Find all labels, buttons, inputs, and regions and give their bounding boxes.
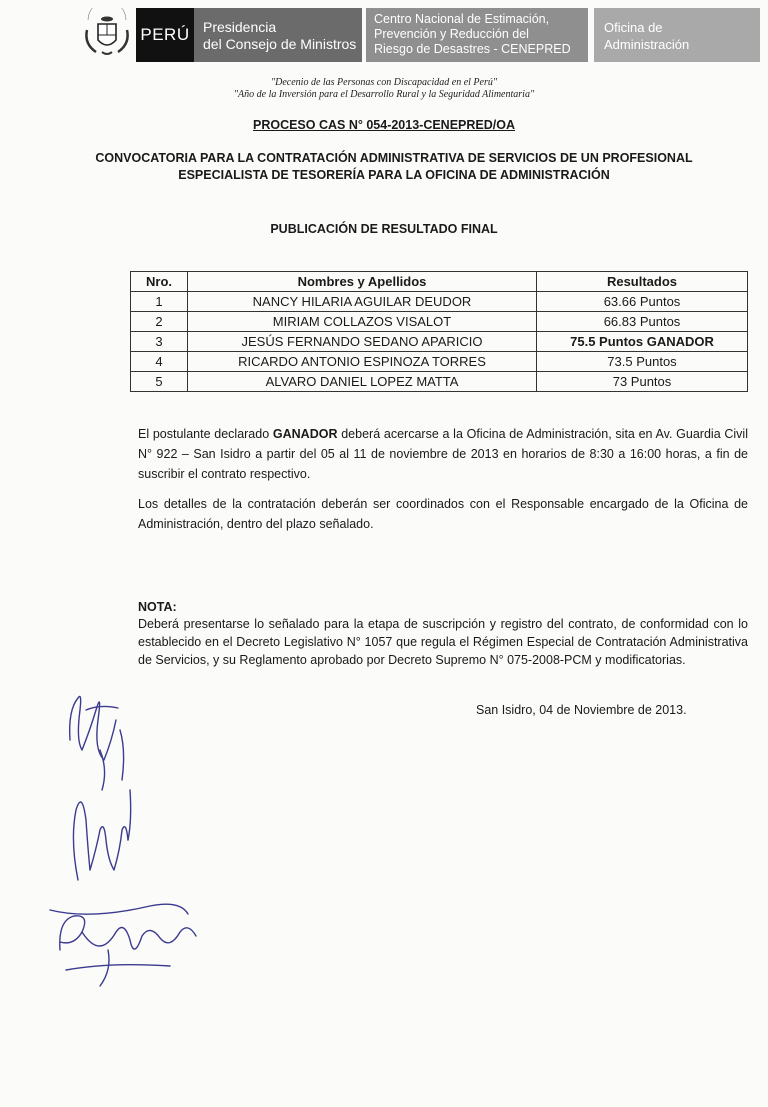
oficina-line1: Oficina de — [604, 20, 663, 35]
convocatoria-line2: ESPECIALISTA DE TESORERÍA PARA LA OFICINA DE ADMINISTRACIÓN — [178, 168, 610, 182]
convocatoria-line1: CONVOCATORIA PARA LA CONTRATACIÓN ADMINISTRATIVA DE SERVICIOS DE UN PROFESIONAL — [95, 151, 693, 165]
header-nombres: Nombres y Apellidos — [188, 272, 537, 292]
row-nro: 3 — [131, 332, 188, 352]
row-nombre: JESÚS FERNANDO SEDANO APARICIO — [188, 332, 537, 352]
row-resultado: 73 Puntos — [537, 372, 748, 392]
fecha-lugar: San Isidro, 04 de Noviembre de 2013. — [476, 703, 687, 717]
row-nro: 2 — [131, 312, 188, 332]
proceso-title: PROCESO CAS N° 054-2013-CENEPRED/OA — [252, 118, 516, 132]
row-resultado: 63.66 Puntos — [537, 292, 748, 312]
header-resultados: Resultados — [537, 272, 748, 292]
paragraph-ganador — [138, 424, 748, 484]
convocatoria-title — [90, 150, 698, 184]
table-row — [131, 292, 748, 312]
table-row — [131, 332, 748, 352]
oficina-line2: Administración — [604, 37, 690, 52]
cenepred-line2: Prevención y Reducción del — [374, 27, 529, 41]
paragraph-ganador-after: deberá acercarse a la Oficina de Administración, sita en Av. Guardia Civil N° 922 – San Isidro a partir del 05 al 11 de noviembre de 2013 en horarios de 8:30 a 16:00 horas, a fin de suscribir el contrato respectivo. — [138, 427, 748, 481]
peru-label: PERÚ — [136, 8, 194, 62]
table-header-row — [131, 272, 748, 292]
table-row — [131, 372, 748, 392]
header-nro: Nro. — [131, 272, 188, 292]
row-nro: 1 — [131, 292, 188, 312]
decenio-line1: "Decenio de las Personas con Discapacidad en el Perú" — [270, 77, 498, 88]
paragraph-ganador-bold: GANADOR — [272, 427, 338, 441]
paragraph-detalles: Los detalles de la contratación deberán ser coordinados con el Responsable encargado de la Oficina de Administración, dentro del plazo señalado. — [138, 497, 748, 531]
nota-heading: NOTA: — [138, 600, 177, 614]
decenio-motto — [0, 77, 768, 101]
results-table — [130, 271, 748, 392]
presidencia-block — [194, 8, 362, 62]
row-nro: 5 — [131, 372, 188, 392]
nota-text: Deberá presentarse lo señalado para la etapa de suscripción y registro del contrato, de conformidad con lo establecido en el Decreto Legislativo N° 1057 que regula el Régimen Especial de Contratación Administrativa de Servicios, y su Reglamento aprobado por Decreto Supremo N° 075-2008-PCM y modificatorias. — [138, 617, 748, 667]
row-resultado: 73.5 Puntos — [537, 352, 748, 372]
presidencia-line1: Presidencia — [203, 19, 277, 35]
publicacion-title: PUBLICACIÓN DE RESULTADO FINAL — [270, 222, 498, 236]
cenepred-line3: Riesgo de Desastres - CENEPRED — [374, 42, 571, 56]
oficina-block — [594, 8, 760, 62]
cenepred-block — [366, 8, 588, 62]
row-nombre: RICARDO ANTONIO ESPINOZA TORRES — [188, 352, 537, 372]
table-row — [131, 312, 748, 332]
row-resultado-ganador: 75.5 Puntos GANADOR — [537, 332, 748, 352]
row-resultado: 66.83 Puntos — [537, 312, 748, 332]
row-nro: 4 — [131, 352, 188, 372]
row-nombre: MIRIAM COLLAZOS VISALOT — [188, 312, 537, 332]
table-row — [131, 352, 748, 372]
decenio-line2: "Año de la Inversión para el Desarrollo Rural y la Seguridad Alimentaria" — [233, 89, 535, 100]
row-nombre: NANCY HILARIA AGUILAR DEUDOR — [188, 292, 537, 312]
coat-of-arms-logo — [80, 8, 134, 62]
presidencia-line2: del Consejo de Ministros — [203, 36, 357, 52]
handwritten-signatures — [30, 670, 210, 990]
paragraph-ganador-before: El postulante declarado — [138, 427, 273, 441]
row-nombre: ALVARO DANIEL LOPEZ MATTA — [188, 372, 537, 392]
cenepred-line1: Centro Nacional de Estimación, — [374, 12, 550, 26]
